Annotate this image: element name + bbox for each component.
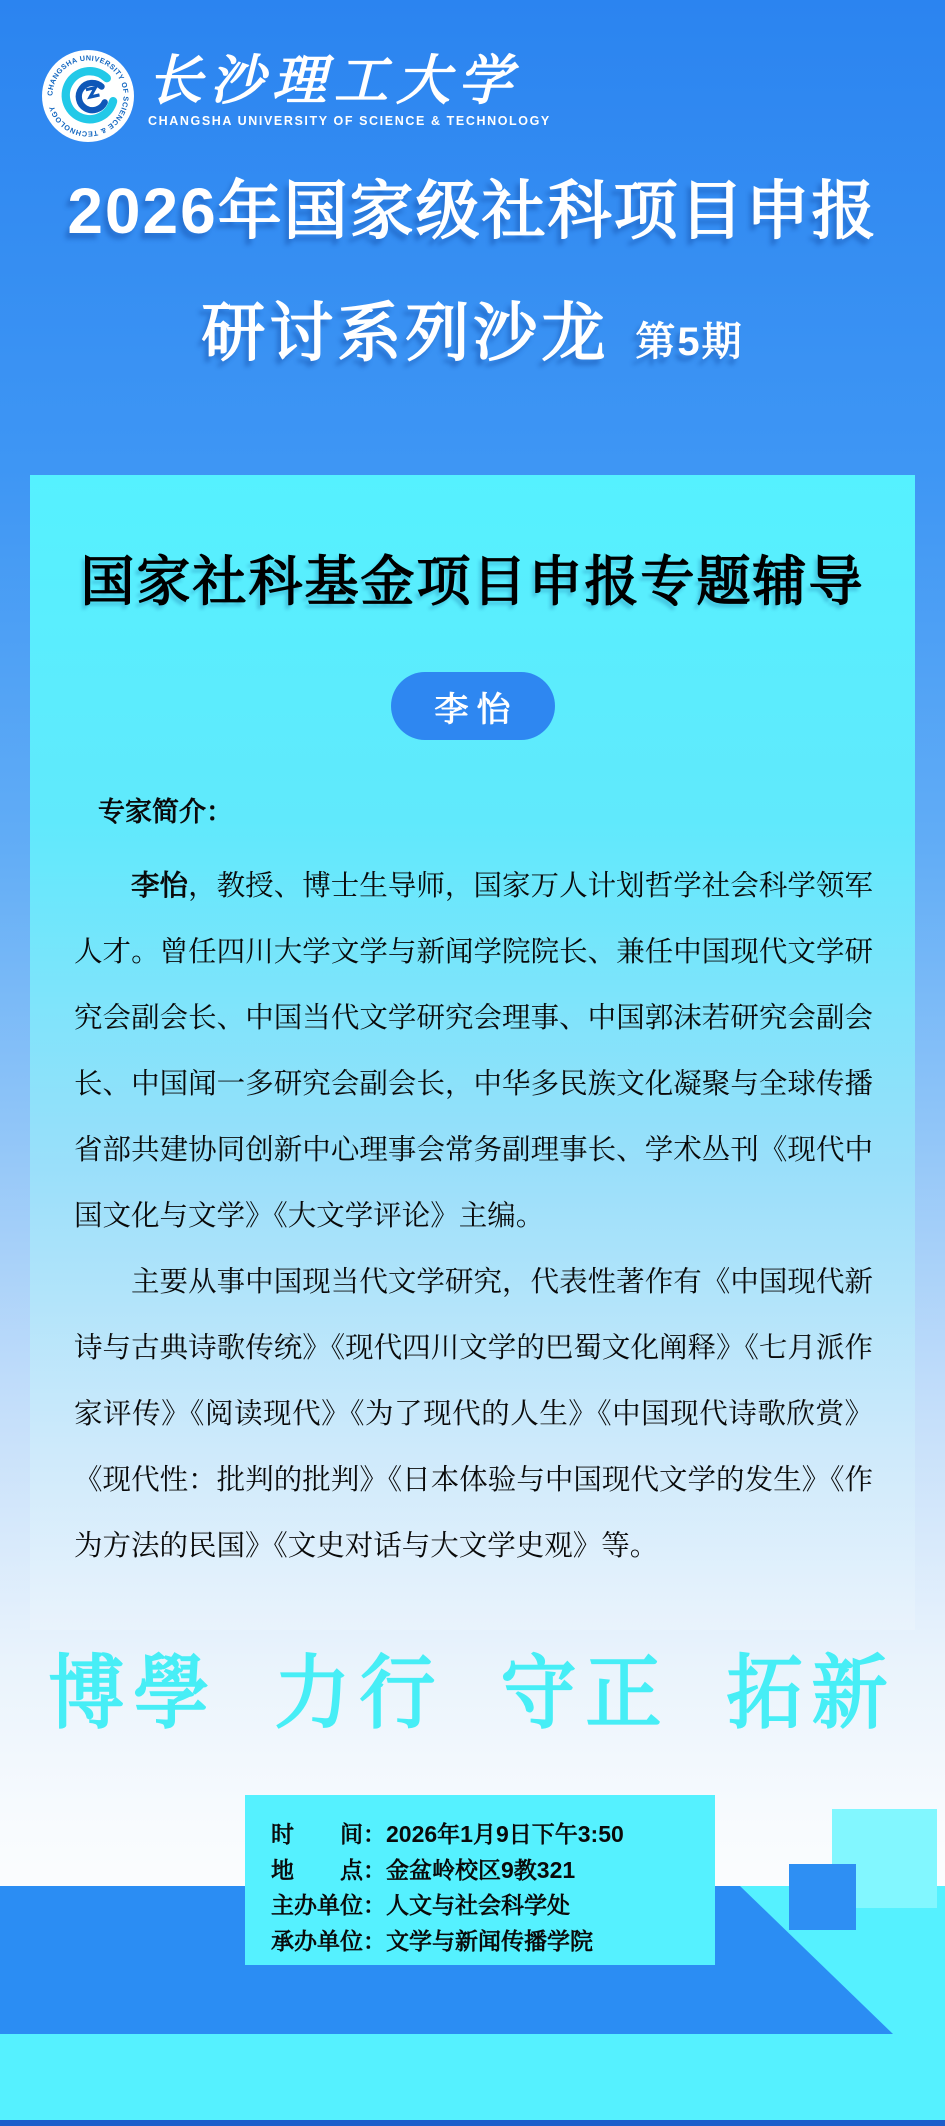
university-header bbox=[42, 50, 551, 142]
info-row-time: 时 间：2026年1月9日下午3:50 bbox=[271, 1821, 624, 1847]
content-panel bbox=[30, 475, 915, 1630]
poster-title-line2 bbox=[0, 294, 945, 381]
bio-paragraph-1-text: ，教授、博士生导师，国家万人计划哲学社会科学领军人才。曾任四川大学文学与新闻学院院长、兼任中国现代文学研究会副会长、中国当代文学研究会理事、中国郭沫若研究会副会长、中国闻一多研究会副会长，中华多民族文化凝聚与全球传播省部共建协同创新中心理事会常务副理事长、学术丛刊《现代中国文化与文学》《大文学评论》主编。 bbox=[74, 870, 873, 1232]
university-logo bbox=[42, 50, 134, 142]
motto-text: 博學 力行 守正 拓新 bbox=[48, 1648, 897, 1739]
logo-ring-text: CHANGSHA UNIVERSITY OF SCIENCE & TECHNOLOGY bbox=[45, 53, 131, 139]
panel-title: 国家社科基金项目申报专题辅导 bbox=[80, 552, 865, 612]
info-row-location: 地 点：金盆岭校区9教321 bbox=[271, 1856, 576, 1883]
university-name-en: CHANGSHA UNIVERSITY OF SCIENCE & TECHNOLOGY bbox=[148, 114, 551, 128]
footer-bottom-line bbox=[0, 2120, 945, 2126]
info-row-organizer: 承办单位：文学与新闻传播学院 bbox=[271, 1927, 593, 1954]
issue-badge: 第5期 bbox=[635, 320, 744, 364]
poster-title bbox=[0, 172, 945, 381]
speaker-name: 李怡 bbox=[434, 690, 519, 729]
decor-blue-square bbox=[789, 1864, 856, 1930]
speaker-pill bbox=[391, 672, 555, 740]
poster-title-line2-text: 研讨系列沙龙 bbox=[201, 297, 610, 369]
poster-title-line1: 2026年国家级社科项目申报 bbox=[67, 175, 878, 247]
section-label: 专家简介： bbox=[98, 797, 233, 827]
university-name-cn: 长沙理工大学 bbox=[148, 51, 520, 111]
university-names bbox=[148, 50, 551, 128]
bio-paragraph-2: 主要从事中国现当代文学研究，代表性著作有《中国现代新诗与古典诗歌传统》《现代四川文学的巴蜀文化阐释》《七月派作家评传》《阅读现代》《为了现代的人生》《中国现代诗歌欣赏》《现代性：批判的批判》《日本体验与中国现代文学的发生》《作为方法的民国》《文史对话与大文学史观》等。 bbox=[74, 1266, 873, 1562]
info-row-host: 主办单位：人文与社会科学处 bbox=[271, 1892, 570, 1918]
bio-paragraph-1 bbox=[74, 853, 873, 1249]
footer-strip bbox=[0, 2034, 945, 2120]
bio-speaker-name: 李怡 bbox=[131, 870, 189, 902]
info-box bbox=[245, 1795, 715, 1965]
